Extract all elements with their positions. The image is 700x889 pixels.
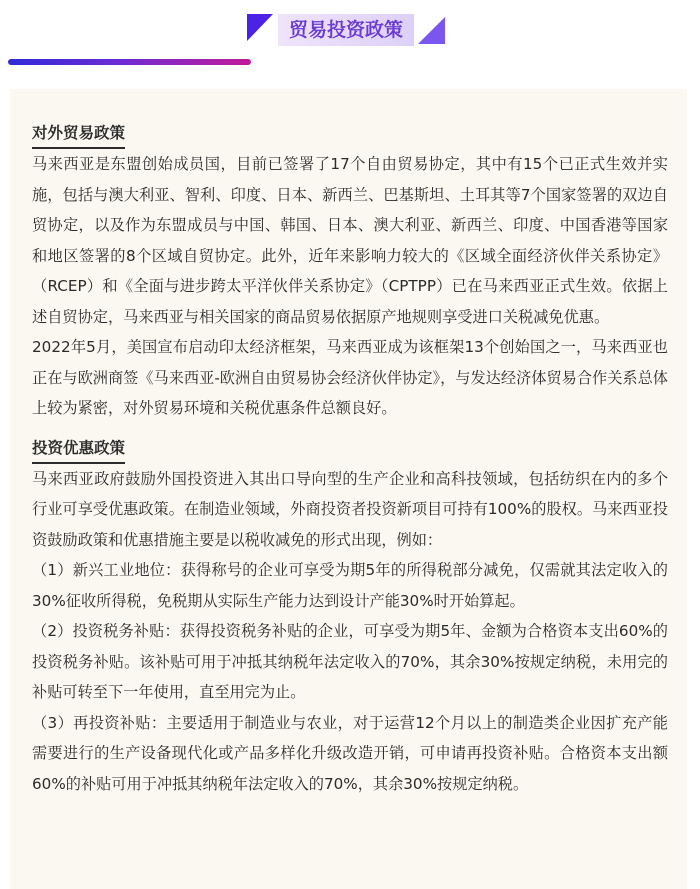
- investment-incentive-section: [32, 433, 668, 800]
- paragraph: 2022年5月，美国宣布启动印太经济框架，马来西亚成为该框架13个创始国之一，马来西亚也正在与欧洲商签《马来西亚-欧洲自由贸易协会经济伙伴协定》，与发达经济体贸易合作关系总体上较为紧密，对外贸易环境和关税优惠条件总额良好。: [32, 338, 668, 417]
- trade-policy-section: [32, 118, 668, 424]
- list-item: （2）投资税务补贴：获得投资税务补贴的企业，可享受为期5年、金额为合格资本支出60%的投资税务补贴。该补贴可用于冲抵其纳税年法定收入的70%，其余30%按规定纳税，未用完的补贴可转至下一年使用，直至用完为止。: [32, 622, 668, 701]
- list-item: （1）新兴工业地位：获得称号的企业可享受为期5年的所得税部分减免，仅需就其法定收入的30%征收所得税，免税期从实际生产能力达到设计产能30%时开始算起。: [32, 561, 668, 610]
- gradient-divider-bar: [8, 59, 251, 65]
- article-body: [32, 118, 668, 799]
- section-header: [0, 0, 700, 75]
- paragraph: 马来西亚是东盟创始成员国，目前已签署了17个自由贸易协定，其中有15个已正式生效并实施，包括与澳大利亚、智利、印度、日本、新西兰、巴基斯坦、土耳其等7个国家签署的双边自贸协定，以及作为东盟成员与中国、韩国、日本、澳大利亚、新西兰、印度、中国香港等国家和地区签署的8个区域自贸协定。此外，近年来影响力较大的《区域全面经济伙伴关系协定》（RCEP）和《全面与进步跨太平洋伙伴关系协定》（CPTPP）已在马来西亚正式生效。依据上述自贸协定，马来西亚与相关国家的商品贸易依据原产地规则享受进口关税减免优惠。: [32, 155, 668, 326]
- right-triangle-decoration: [418, 17, 445, 44]
- paragraph: 马来西亚政府鼓励外国投资进入其出口导向型的生产企业和高科技领域，包括纺织在内的多个行业可享受优惠政策。在制造业领域，外商投资者投资新项目可持有100%的股权。马来西亚投资鼓励政策和优惠措施主要是以税收减免的形式出现，例如：: [32, 469, 668, 549]
- section-title-trade-policy: 对外贸易政策: [32, 119, 125, 149]
- header-title: 贸易投资政策: [288, 19, 403, 41]
- left-triangle-decoration: [247, 14, 273, 41]
- list-item: （3）再投资补贴：主要适用于制造业与农业，对于运营12个月以上的制造类企业因扩充产能需要进行的生产设备现代化或产品多样化升级改造开销，可申请再投资补贴。合格资本支出额60%的补贴可用于冲抵其纳税年法定收入的70%，其余30%按规定纳税。: [32, 713, 668, 793]
- section-title-investment-incentives: 投资优惠政策: [32, 434, 125, 464]
